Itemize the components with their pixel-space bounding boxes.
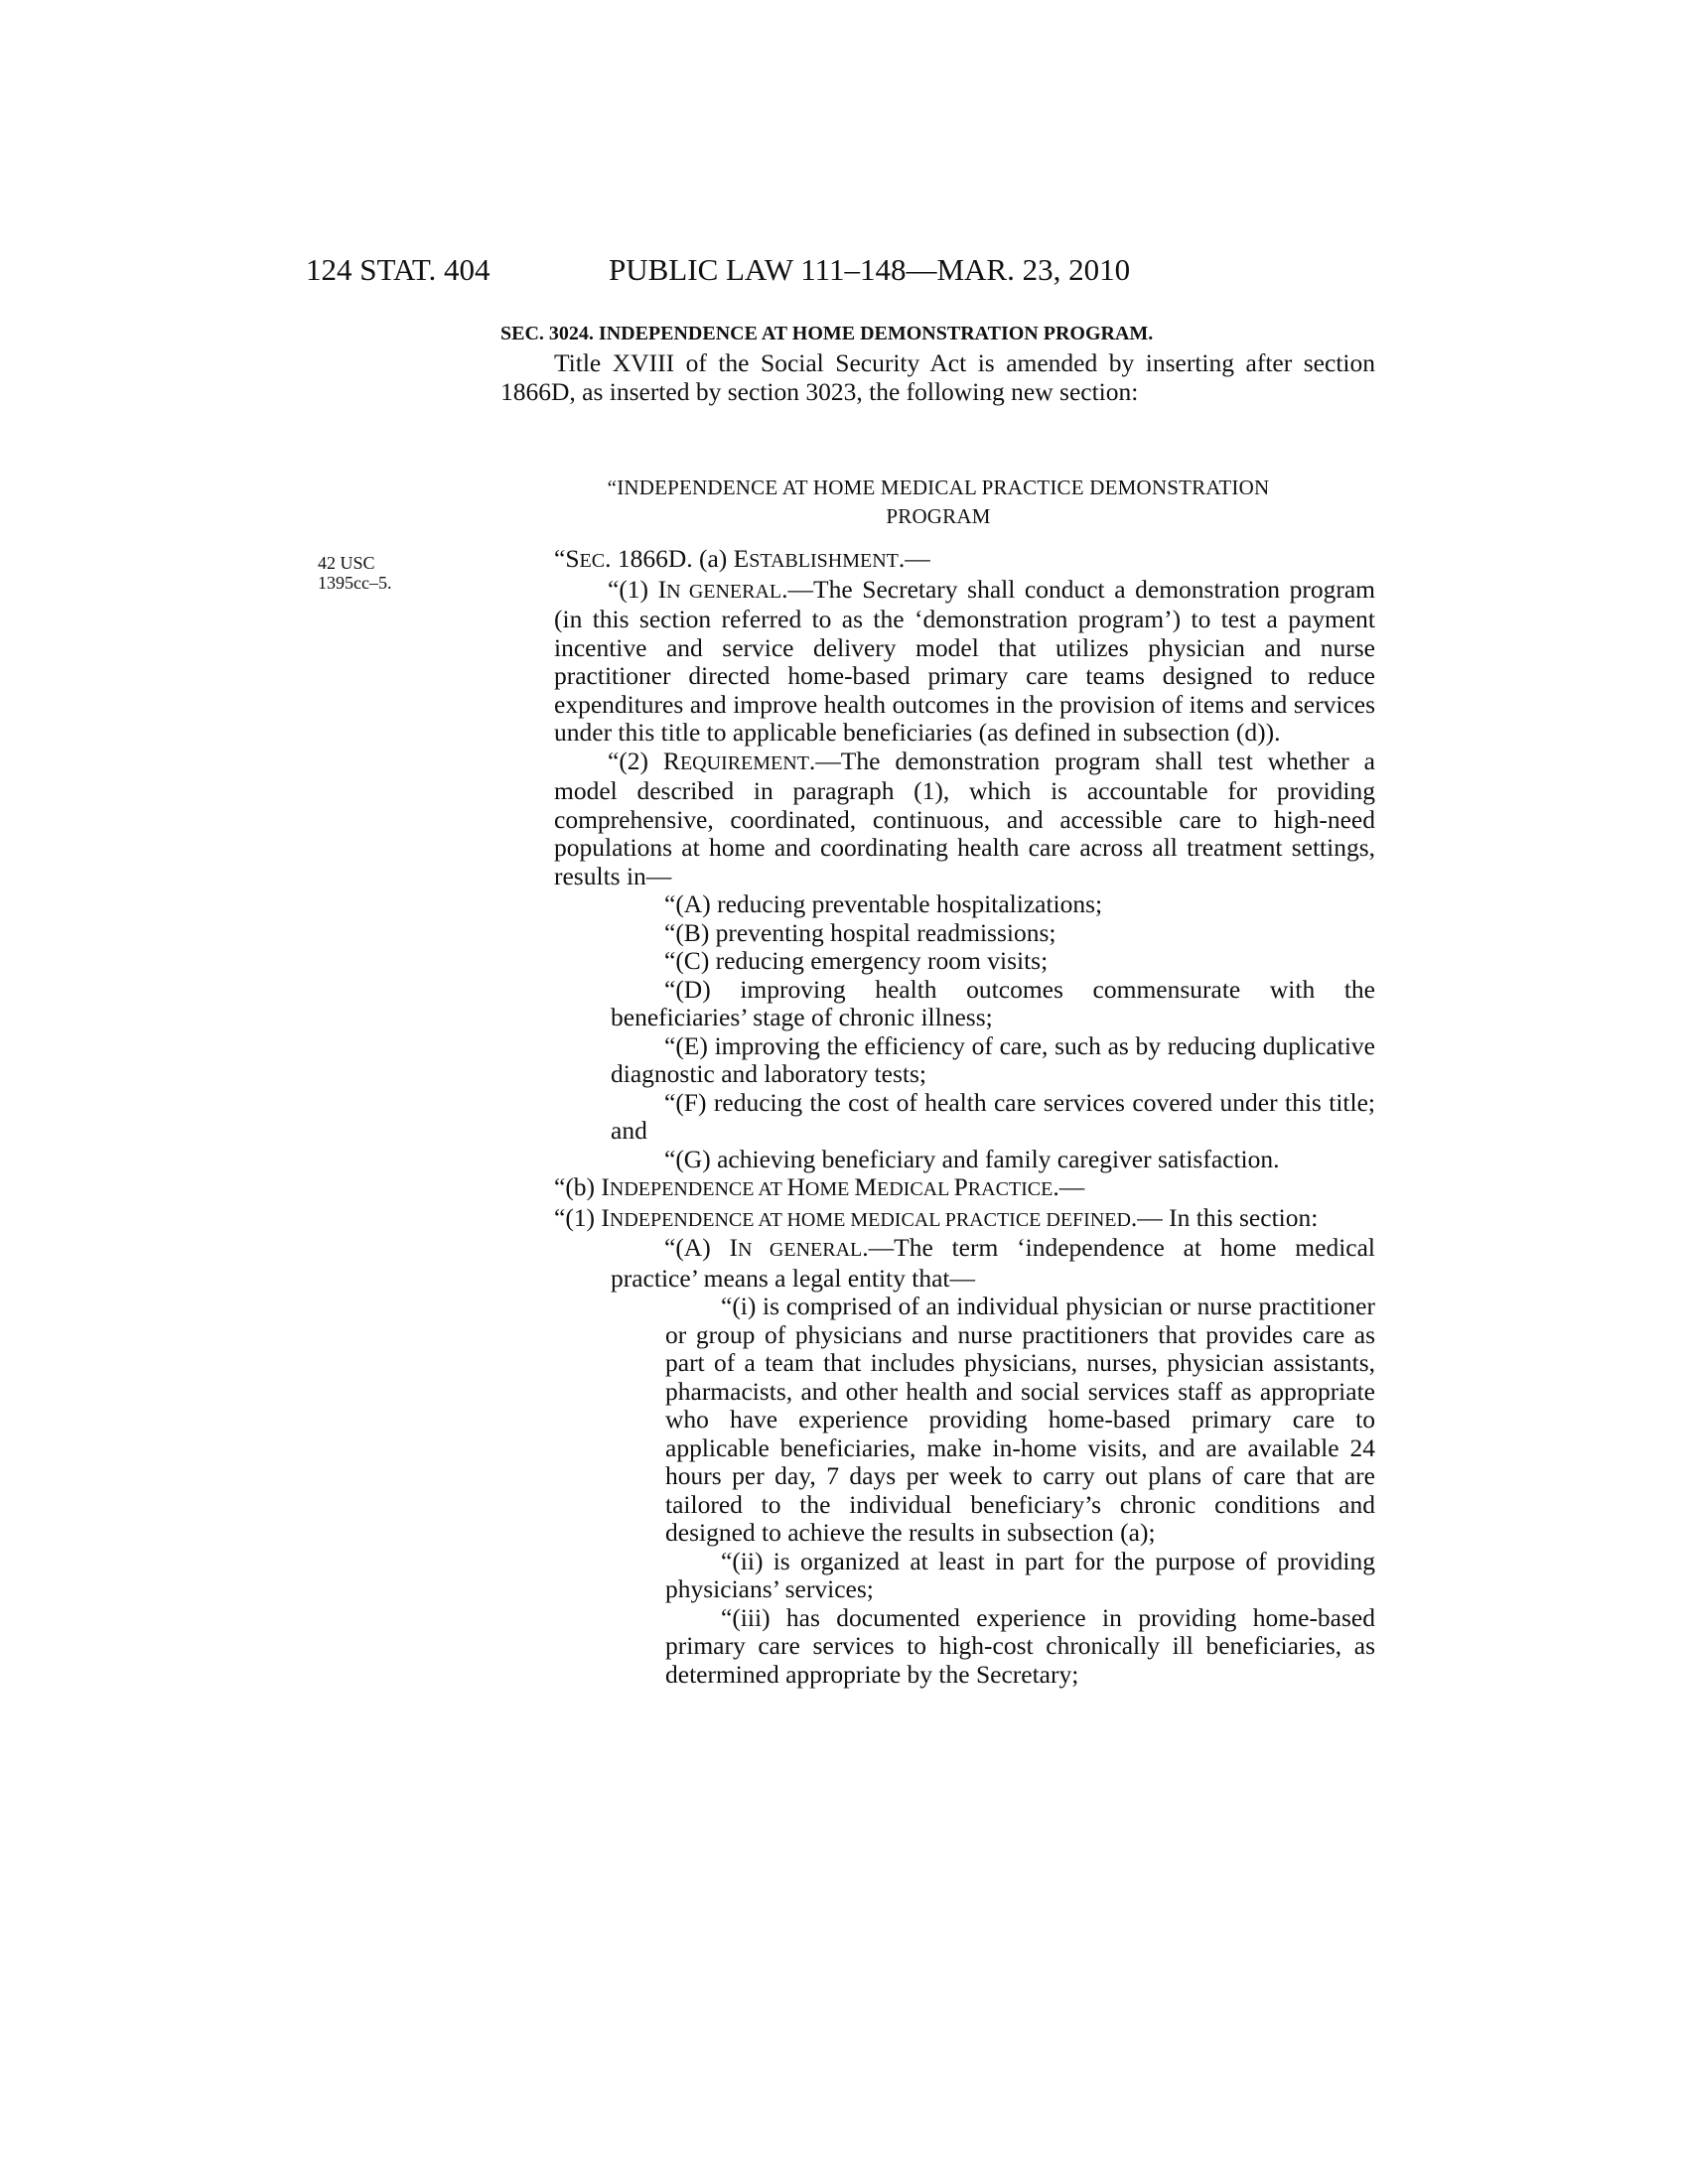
section-heading: SEC. 3024. INDEPENDENCE AT HOME DEMONSTRATION PROGRAM. [500,323,1154,344]
clause-a2-B: “(B) preventing hospital readmissions; [664,917,1056,947]
subparagraph-b1-A: “(A) IN GENERAL.—The term ‘independence at home medical practice’ means a legal entity that— [611,1233,1376,1293]
intro-block [0,349,1688,406]
clause-a2-D: “(D) improving health outcomes commensurate with the beneficiaries’ stage of chronic illness; [611,974,1375,1031]
center-heading-line2: PROGRAM [886,504,991,528]
paragraph-a2: “(2) REQUIREMENT.—The demonstration program shall test whether a model described in paragraph (1), which is accountable for providing comprehensive, coordinated, continuous, and accessible care to high-need populations at home and coordinating health care across all treatment settings, results in— [554,746,1375,890]
clause-a2-C: “(C) reducing emergency room visits; [664,946,1049,975]
main-text [0,545,1688,1689]
clause-a2-E: “(E) improving the efficiency of care, such as by reducing duplicative diagnostic and laboratory tests; [611,1030,1375,1088]
clause-a2-G: “(G) achieving beneficiary and family caregiver satisfaction. [664,1144,1280,1173]
margin-note-line2: 1395cc–5. [318,573,392,593]
law-title: PUBLIC LAW 111–148—MAR. 23, 2010 [609,252,1131,287]
intro-paragraph: Title XVIII of the Social Security Act is amended by inserting after section 1866D, as inserted by section 3023, the following new section: [500,348,1375,406]
center-heading [501,474,1375,531]
stat-citation: 124 STAT. 404 [306,252,491,287]
subsection-b-heading: “(b) INDEPENDENCE AT HOME MEDICAL PRACTICE.— [554,1172,1085,1201]
subsection-a-heading: “SEC. 1866D. (a) ESTABLISHMENT.— [554,544,930,573]
page-header [306,250,1373,290]
paragraph-b1: “(1) INDEPENDENCE AT HOME MEDICAL PRACTICE DEFINED.— In this section: [554,1202,1319,1232]
clause-b1-A-i: “(i) is comprised of an individual physician or nurse practitioner or group of physicians and nurse practitioners that provides care as part of a team that includes physicians, nurses, physician assistants, pharmacists, and other health and social services staff as appropriate who have experience providing home-based primary care to applicable beneficiaries, make in-home visits, and are available 24 hours per day, 7 days per week to carry out plans of care that are tailored to the individual beneficiary’s chronic conditions and designed to achieve the results in subsection (a); [665,1292,1375,1547]
center-heading-line1: “INDEPENDENCE AT HOME MEDICAL PRACTICE DEMONSTRATION [607,476,1270,499]
clause-b1-A-iii: “(iii) has documented experience in providing home-based primary care services to high-cost chronically ill beneficiaries, as determined appropriate by the Secretary; [665,1602,1375,1689]
clause-b1-A-ii: “(ii) is organized at least in part for the purpose of providing physicians’ services; [665,1546,1375,1603]
clause-a2-F: “(F) reducing the cost of health care services covered under this title; and [611,1087,1375,1145]
margin-note-line1: 42 USC [318,553,375,573]
clause-a2-A: “(A) reducing preventable hospitalizations; [664,889,1103,918]
paragraph-a1: “(1) IN GENERAL.—The Secretary shall conduct a demonstration program (in this section referred to as the ‘demonstration program’) to test a payment incentive and service delivery model that utilizes physician and nurse practitioner directed home-based primary care teams designed to reduce expenditures and improve health outcomes in the provision of items and services under this title to applicable beneficiaries (as defined in subsection (d)). [554,574,1376,747]
